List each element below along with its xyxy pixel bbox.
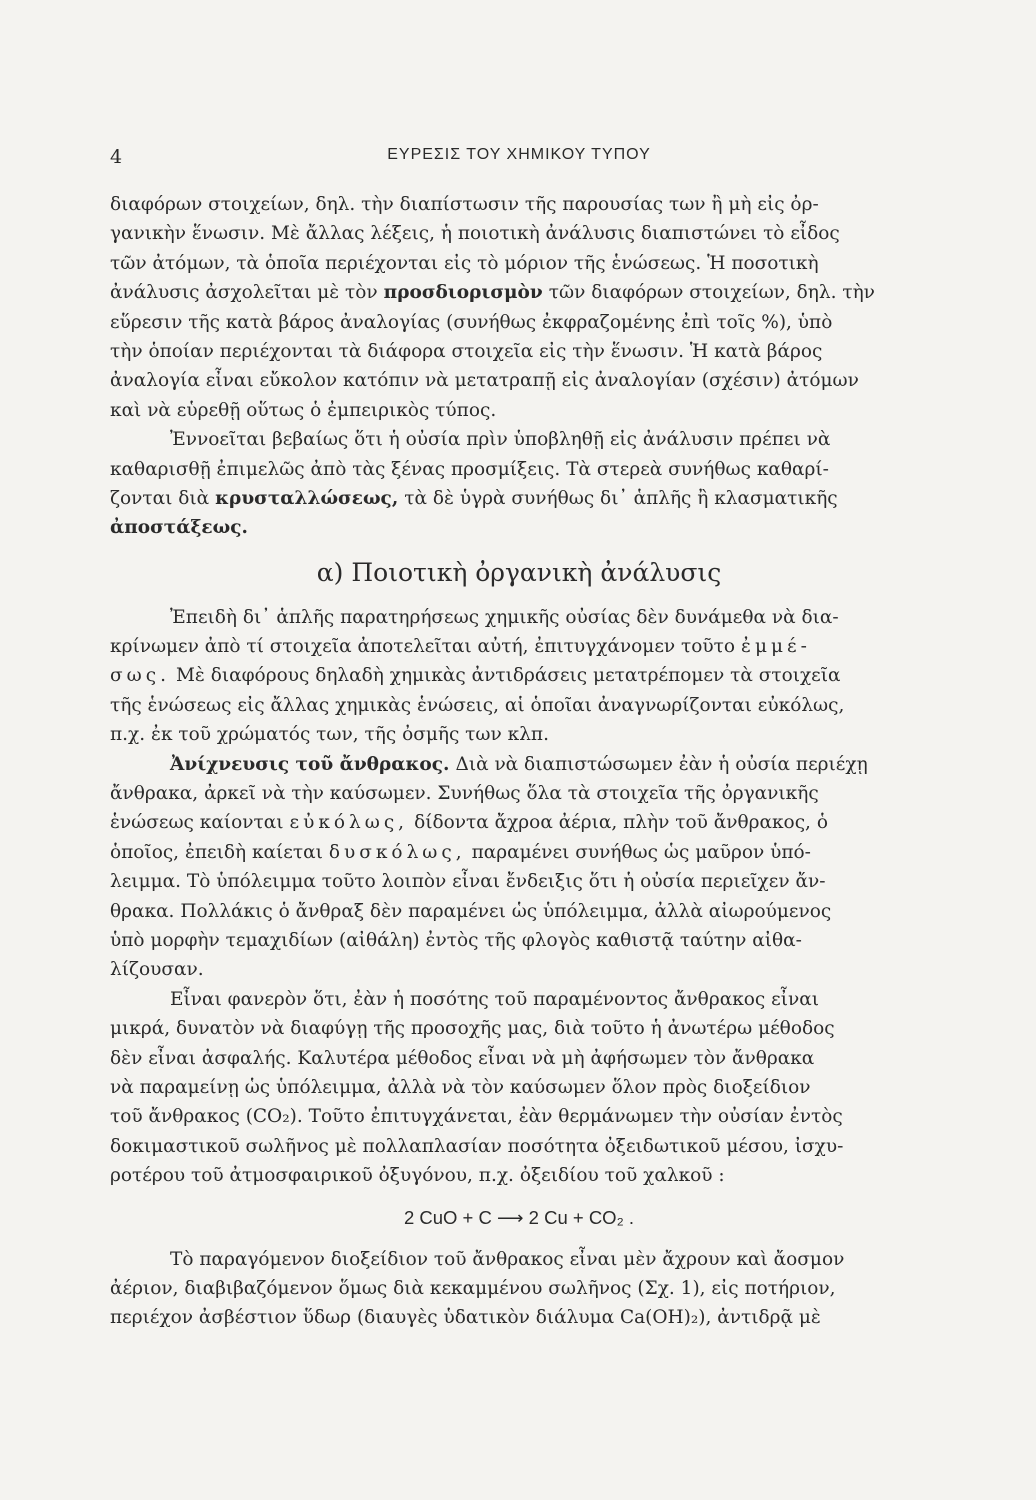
spaced-emphasis: ἐμμέ- xyxy=(741,636,811,658)
text-line: ἀναλογία εἶναι εὔκολον κατόπιν νὰ μετατραπῇ εἰς ἀναλογίαν (σχέσιν) ἀτόμων xyxy=(110,370,859,392)
text-line: ζονται διὰ κρυσταλλώσεως, τὰ δὲ ὑγρὰ συνήθως δι᾽ ἁπλῆς ἢ κλασματικῆς xyxy=(110,484,928,513)
text-line: καὶ νὰ εὑρεθῇ οὕτως ὁ ἐμπειρικὸς τύπος. xyxy=(110,399,497,421)
text-line: τὴν ὁποίαν περιέχονται τὰ διάφορα στοιχεῖα εἰς τὴν ἕνωσιν. Ἡ κατὰ βάρος xyxy=(110,340,823,362)
text-line: Ἐννοεῖται βεβαίως ὅτι ἡ οὐσία πρὶν ὑποβληθῇ εἰς ἀνάλυσιν πρέπει νὰ xyxy=(170,429,831,451)
text-line: περιέχον ἀσβέστιον ὕδωρ (διαυγὲς ὑδατικὸν διάλυμα Ca(OH)₂), ἀντιδρᾷ μὲ xyxy=(110,1307,821,1329)
spaced-emphasis: δυσκόλως, xyxy=(328,841,466,863)
text-line: ροτέρου τοῦ ἀτμοσφαιρικοῦ ὀξυγόνου, π.χ. ὀξειδίου τοῦ χαλκοῦ : xyxy=(110,1165,725,1187)
text-line: ὁποῖος, ἐπειδὴ καίεται δυσκόλως, παραμένει συνήθως ὡς μαῦρον ὑπό- xyxy=(110,838,928,867)
section-title: α) Ποιοτικὴ ὀργανικὴ ἀνάλυσις xyxy=(316,557,722,587)
text-line: δοκιμαστικοῦ σωλῆνος μὲ πολλαπλασίαν ποσότητα ὀξειδωτικοῦ μέσου, ἰσχυ- xyxy=(110,1135,844,1157)
text-line: νὰ παραμείνῃ ὡς ὑπόλειμμα, ἀλλὰ νὰ τὸν καύσωμεν ὅλον πρὸς διοξείδιον xyxy=(110,1076,811,1098)
running-title: ΕΥΡΕΣΙΣ ΤΟΥ ΧΗΜΙΚΟΥ ΤΥΠΟΥ xyxy=(387,146,651,163)
text-line: ἑνώσεως καίονται εὐκόλως, δίδοντα ἄχροα ἀέρια, πλὴν τοῦ ἄνθρακος, ὁ xyxy=(110,808,928,837)
text-line: ἄνθρακα, ἀρκεῖ νὰ τὴν καύσωμεν. Συνήθως ὅλα τὰ στοιχεῖα τῆς ὀργανικῆς xyxy=(110,783,819,805)
text-line: τῆς ἑνώσεως εἰς ἄλλας χημικὰς ἑνώσεις, αἱ ὁποῖαι ἀναγνωρίζονται εὐκόλως, xyxy=(110,694,845,716)
text-line: σως. Μὲ διαφόρους δηλαδὴ χημικὰς ἀντιδράσεις μετατρέπομεν τὰ στοιχεῖα xyxy=(110,661,928,690)
text-line: κρίνωμεν ἀπὸ τί στοιχεῖα ἀποτελεῖται αὐτή, ἐπιτυγχάνομεν τοῦτο ἐμμέ- xyxy=(110,632,928,661)
text-line: λίζουσαν. xyxy=(110,959,204,981)
emphasis-term: κρυσταλλώσεως, xyxy=(215,487,399,509)
text-line: εὕρεσιν τῆς κατὰ βάρος ἀναλογίας (συνήθως ἐκφραζομένης ἐπὶ τοῖς %), ὑπὸ xyxy=(110,311,833,333)
subheading: Ἀνίχνευσις τοῦ ἄνθρακος. xyxy=(170,753,450,775)
text-line: τοῦ ἄνθρακος (CO₂). Τοῦτο ἐπιτυγχάνεται, ἐὰν θερμάνωμεν τὴν οὐσίαν ἐντὸς xyxy=(110,1106,843,1128)
text-line: τῶν ἀτόμων, τὰ ὁποῖα περιέχονται εἰς τὸ μόριον τῆς ἑνώσεως. Ἡ ποσοτικὴ xyxy=(110,252,819,274)
text-line: μικρά, δυνατὸν νὰ διαφύγῃ τῆς προσοχῆς μας, διὰ τοῦτο ἡ ἀνωτέρω μέθοδος xyxy=(110,1018,835,1040)
text-line: Ἐπειδὴ δι᾽ ἁπλῆς παρατηρήσεως χημικῆς οὐσίας δὲν δυνάμεθα νὰ δια- xyxy=(170,606,839,628)
page-header xyxy=(110,146,928,176)
text-line xyxy=(110,513,928,542)
spaced-emphasis: σως. xyxy=(110,665,170,687)
emphasis-term: ἀποστάξεως. xyxy=(110,517,248,539)
text-line: Τὸ παραγόμενον διοξείδιον τοῦ ἄνθρακος εἶναι μὲν ἄχρουν καὶ ἄοσμον xyxy=(170,1248,845,1270)
chemical-equation: 2 CuO + C ⟶ 2 Cu + CO₂ . xyxy=(403,1206,635,1228)
text-line: λειμμα. Τὸ ὑπόλειμμα τοῦτο λοιπὸν εἶναι ἔνδειξις ὅτι ἡ οὐσία περιεῖχεν ἄν- xyxy=(110,871,826,893)
text-line: θρακα. Πολλάκις ὁ ἄνθραξ δὲν παραμένει ὡς ὑπόλειμμα, ἀλλὰ αἰωρούμενος xyxy=(110,900,832,922)
text-line: ἀνάλυσις ἀσχολεῖται μὲ τὸν προσδιορισμὸν τῶν διαφόρων στοιχείων, δηλ. τὴν xyxy=(110,278,928,307)
text-line: Εἶναι φανερὸν ὅτι, ἐὰν ἡ ποσότης τοῦ παραμένοντος ἄνθρακος εἶναι xyxy=(170,988,819,1010)
text-line: διαφόρων στοιχείων, δηλ. τὴν διαπίστωσιν τῆς παρουσίας των ἢ μὴ εἰς ὀρ- xyxy=(110,194,819,215)
text-line: ἀέριον, διαβιβαζόμενον ὅμως διὰ κεκαμμένου σωλῆνος (Σχ. 1), εἰς ποτήριον, xyxy=(110,1277,836,1299)
text-line: καθαρισθῇ ἐπιμελῶς ἀπὸ τὰς ξένας προσμίξεις. Τὰ στερεὰ συνήθως καθαρί- xyxy=(110,458,829,480)
emphasis-term: προσδιορισμὸν xyxy=(383,282,543,304)
text-line: π.χ. ἐκ τοῦ χρώματός των, τῆς ὀσμῆς των κλπ. xyxy=(110,724,549,746)
text-line: δὲν εἶναι ἀσφαλής. Καλυτέρα μέθοδος εἶναι νὰ μὴ ἀφήσωμεν τὸν ἄνθρακα xyxy=(110,1047,815,1069)
text-line: ὑπὸ μορφὴν τεμαχιδίων (αἰθάλη) ἐντὸς τῆς φλογὸς καθιστᾷ ταύτην αἰθα- xyxy=(110,929,802,951)
page-number: 4 xyxy=(110,146,123,168)
page-body xyxy=(110,190,928,1333)
text-line: γανικὴν ἕνωσιν. Μὲ ἄλλας λέξεις, ἡ ποιοτικὴ ἀνάλυσις διαπιστώνει τὸ εἶδος xyxy=(110,223,840,245)
spaced-emphasis: εὐκόλως, xyxy=(289,812,409,834)
text-line: Ἀνίχνευσις τοῦ ἄνθρακος. Διὰ νὰ διαπιστώσωμεν ἐὰν ἡ οὐσία περιέχῃ xyxy=(110,750,928,779)
